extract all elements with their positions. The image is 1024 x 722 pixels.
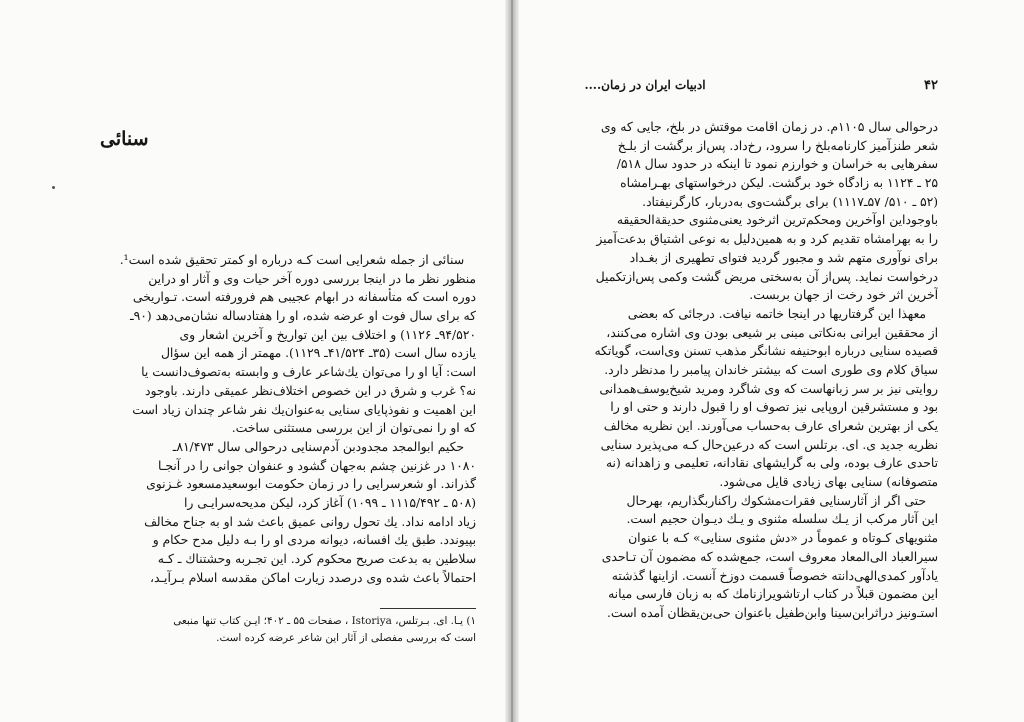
text-line: یازده سال است (۳۵ـ ۴۱/۵۲۴ـ ۱۱۲۹). مهمتر از همه این سؤال bbox=[160, 346, 476, 361]
book-spine bbox=[505, 0, 519, 722]
text-line: این اهمیت و نفوذپایای سنایی به‌عنوان‌یك نفر شاعر چندان زیاد است bbox=[132, 402, 476, 417]
text-line: زیاد ادامه نداد. یك تحول روانی عمیق باعث شد او به جناح مخالف bbox=[144, 514, 476, 529]
chapter-title: سنائی bbox=[100, 128, 149, 150]
footnote-divider bbox=[380, 608, 476, 609]
text-line: سلاطین به بدعت صریح محکوم کرد. این تجـربه وحشتناك ـ کـه bbox=[157, 552, 476, 566]
text-line: حتی اگر از آثارسنایی فقرات‌مشکوك راکنار‌بگذاریم، بهرحال bbox=[626, 493, 926, 508]
text-line: که برای سال فوت او عرضه شده، او را هفتادساله نشان‌می‌دهد (۹۰ـ bbox=[130, 309, 476, 324]
text-line: گذراند. او شعرسرایی را در زمان حکومت ابوسعیدمسعود غـزنوی bbox=[146, 477, 476, 492]
text-line: آخرین اثر خود رخت از جهان بربست. bbox=[749, 288, 938, 303]
text-line: متصوفانه) سنایی بهای زیادی قایل می‌شود. bbox=[719, 475, 938, 490]
text-line: ۱۰۸۰ در غزنین چشم به‌جهان گشود و عنفوان جوانی را در آنجـا bbox=[158, 458, 476, 473]
text-line: نظریه جدید ی. ای. برتلس است که درعین‌حال کـه می‌پذیرد سنایی bbox=[600, 437, 938, 452]
text-line: شعر طنزآمیز کارنامه‌بلخ را سرود، رخ‌داد. پس‌از برگشت از بلـخ bbox=[617, 138, 938, 153]
text-line: از محققین ایرانی به‌نکاتی مبنی بر شیعی بودن وی اشاره می‌کنند، bbox=[606, 325, 938, 340]
text-line: منظور نظر ما در اینجا بررسی دوره آخر حیات وی و آثار او دراین bbox=[148, 271, 476, 286]
text-line: برای نوآوری متهم شد و مجبور گردید فتوای تطهیری از بغـداد bbox=[629, 250, 938, 265]
left-body-text bbox=[100, 251, 476, 587]
text-line: قصیده‌ سنایی درباره ابوحنیفه نشانگر مذهب تسنن وی‌است، گویاتکه bbox=[594, 344, 938, 359]
footnote bbox=[100, 613, 476, 646]
footnote-line: است که بررسی مفصلی از آثار این شاعر عرضه کرده است. bbox=[216, 631, 476, 644]
right-body-text bbox=[588, 118, 938, 623]
text-line: یادآور کمدی‌الهی‌دانته خصوصاً قسمت دوزخ آنست. ازاینها گذشته bbox=[611, 568, 938, 583]
text-line: است: آیا او را می‌توان یك‌شاعر عارف و وابسته به‌تصوف‌دانست یا bbox=[141, 365, 476, 380]
text-line: سیرالعباد الی‌المعاد معروف است، جمع‌شده که مضمون آن تـاحدی bbox=[601, 549, 938, 564]
running-head: ادبیات ایران در زمان.... bbox=[584, 78, 706, 92]
text-line: سیاق کلام وی طوری است که بیشتر خاندان پیامبر را مدنظر دارد. bbox=[604, 362, 938, 377]
text-line: درحوالی سال ۱۱۰۵م. در زمان اقامت موقتش در بلخ، جایی که وی bbox=[600, 120, 938, 134]
text-line: این آثار مرکب از یـك سلسله مثنوی و یـك دیـوان حجیم است. bbox=[626, 512, 938, 527]
text-line: نه؟ غرب و شرق در این خصوص اختلاف‌نظر عمیقی دارند. باوجود bbox=[145, 383, 476, 398]
speck bbox=[52, 186, 55, 189]
text-line: درخواست نماید. پس‌از آن به‌سختی مریض گشت وکمی پس‌ازتکمیل bbox=[595, 269, 938, 284]
text-line: بود و مستشرقین اروپایی نیز تصوف او را قبول دارند و حتی او را bbox=[610, 400, 938, 415]
text-line: که او را نمی‌توان از این بررسی مستثنی ساخت. bbox=[231, 421, 476, 436]
text-line: دوره است که متأسفانه در ابهام عجیبی هم فرورفته است. تـواریخی bbox=[132, 290, 476, 305]
text-line: این مضمون قبلاً در کتاب ارتاشویرازنامك که به زبان فارسی میانه bbox=[608, 587, 938, 602]
text-line: سنائی از جمله شعرایی است کـه درباره او کمتر تحقیق شده است¹. bbox=[119, 253, 464, 267]
text-line: معهذا این گرفتاریها در اینجا خاتمه نیافت. درجائی که بعضی bbox=[627, 306, 926, 321]
text-line: تاحدی عارف بوده، ولی به گرایشهای نقادانه، تعلیمی و زاهدانه (نه bbox=[605, 456, 938, 471]
text-line: (۵۰۸ ـ ۱۱۱۵/۴۹۲ ـ ۱۰۹۹) آغاز کرد، لیکن مدیحه‌سرایـی را bbox=[184, 495, 476, 510]
text-line: باوجوداین اوآخرین ومحکم‌ترین اثرخود یعنی‌مثنوی حدیقةالحقیقه bbox=[616, 213, 938, 228]
text-line: احتمالاً باعث شده وی درصدد زیارت اماکن مقدسه اسلام بـرآیـد، bbox=[150, 570, 476, 585]
text-line: ۹۴/۵۲۰ـ ۱۱۲۶) و اختلاف بین این تواریخ و آخرین اشعار وی bbox=[179, 327, 476, 342]
text-line: روایتی نیز بر سر زبانهاست که وی شاگرد ومرید شیخ‌یوسف‌همدانی bbox=[599, 381, 938, 396]
text-line: بپیوندد. طبق یك افسانه، دیوانه مردی او را بـه دلیل مدح حکام و bbox=[152, 533, 476, 548]
text-line: حکیم ابوالمجد مجدودبن آدم‌سنایی درحوالی سال ۸۱/۴۷۳ـ bbox=[172, 439, 464, 454]
text-line: یکی از بهترین شعرای عارف به‌حساب می‌آورند. این نظریه مخالف bbox=[603, 419, 938, 433]
text-line: سفرهایی به خراسان و خوارزم نمود تا اینکه در حدود سال ۵۱۸/ bbox=[616, 157, 938, 172]
footnote-line: ۱) یـا. ای. بـرتلس، Istoriya ، صفحات ۵۵ ـ ۴۰۲؛ ایـن کتاب تنها منبعی bbox=[173, 615, 476, 627]
text-line: (۵۲ ـ ۵۱۰/ ۵۷ـ۱۱۱۷) برای برگشت‌وی به‌دربار، کارگرنیفتاد. bbox=[642, 194, 938, 209]
text-line: را به بهرامشاه تقدیم کرد و به همین‌دلیل به نوعی اشتیاق بدعت‌آمیز bbox=[596, 232, 938, 247]
text-line: مثنویهای کـوتاه و عموماً در «دش مثنوی سنایی» کـه با عنوان bbox=[628, 531, 938, 546]
text-line: استـ‌ونیز دراثرابن‌سینا وابن‌طفیل باعنوان حی‌بن‌یقظان آمده است. bbox=[607, 605, 938, 620]
page-number: ۴۲ bbox=[924, 78, 938, 93]
text-line: ۲۵ ـ ۱۱۲۴ به زادگاه خود برگشت. لیکن درخواستهای بهـرامشاه bbox=[620, 176, 938, 191]
